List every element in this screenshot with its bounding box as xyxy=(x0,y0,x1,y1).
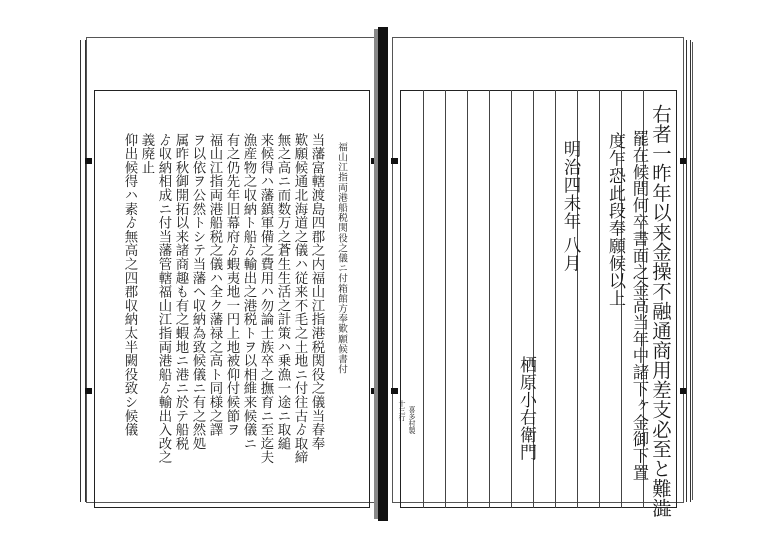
body-line-3: 無之高ニ而数万之蒼生生活之計策ハ乗漁一途ニ取縋 xyxy=(275,133,290,451)
body-line-10: ゟ収納相成ニ付当藩管轄福山江指両港船ゟ輸出入改之 xyxy=(156,133,171,465)
body-line-2: 歎願候通北海道之儀ハ従来不毛之土地ニ付往古ゟ取締 xyxy=(292,133,307,465)
right-page-marker xyxy=(391,388,398,394)
request-line-1: 右者一昨年以来金操不融通商用差支必至と難澁 xyxy=(649,104,672,518)
ruled-line xyxy=(467,90,468,508)
body-line-1: 当藩富轄渡島四郡之内福山江指港税関役之儀当春奉 xyxy=(309,133,324,451)
paper-maker-stamp: 十三行 xyxy=(398,400,406,421)
right-fore-edge xyxy=(686,40,691,502)
ruled-line xyxy=(489,90,490,508)
signature: 栖原小右衛門 xyxy=(516,356,536,461)
body-line-9: 属昨秋御開拓以来諸商趣も有之蝦地ニ港ニ於テ船税 xyxy=(173,133,188,451)
right-fore-edge-inner xyxy=(692,42,695,500)
ruled-line xyxy=(555,90,556,508)
body-line-12: 仰出候得ハ素ゟ無高之四郡収納太半闕役致シ候儀 xyxy=(122,133,137,437)
right-page xyxy=(392,37,684,518)
request-line-3: 度乍恐此段奉願候以上 xyxy=(605,132,625,307)
ruled-line xyxy=(445,90,446,508)
left-page-marker xyxy=(85,158,92,164)
request-line-2: 罷在候間何卒書面之金高当年中諸下ヶ金御下置 xyxy=(630,130,649,481)
ruled-line xyxy=(423,90,424,508)
ruled-line xyxy=(599,90,600,508)
right-page-marker xyxy=(391,158,398,164)
book-binding xyxy=(378,27,388,521)
body-line-11: 義廃止 xyxy=(139,133,154,175)
paper-maker-stamp: 喜多村製 xyxy=(408,406,416,434)
body-line-4: 来候得ハ藩鎮軍備之費用ハ勿論士族卒之撫育ニ至迄夫 xyxy=(258,133,273,465)
document-date: 明治四未年 八月 xyxy=(561,140,581,273)
body-line-8: ヲ以依ヲ公然トシテ当藩ヘ収納為致候儀ニ有之然処 xyxy=(190,133,205,451)
body-line-6: 有之仍先年旧幕府ゟ蝦夷地一円上地被仰付候節ヲ xyxy=(224,133,239,437)
left-page xyxy=(86,37,376,503)
body-line-7: 福山江指両港船税之儀ハ全ク藩禄之高ト同様之譯 xyxy=(207,133,222,437)
left-page-marker xyxy=(85,388,92,394)
ruled-line xyxy=(511,90,512,508)
document-title: 福山江指両港船税関役之儀ニ付箱館方奉歎願候書付 xyxy=(336,142,347,375)
body-line-5: 漁産物之収納ト船ゟ輸出之港税トヲ以相維来候儀ニ xyxy=(241,133,256,451)
